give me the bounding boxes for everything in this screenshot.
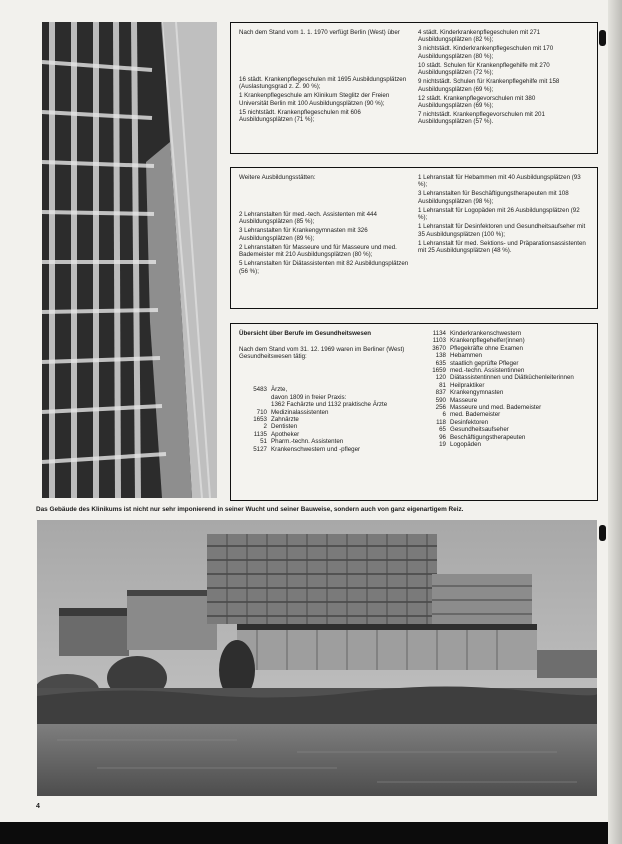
- box2-heading: Weitere Ausbildungsstätten:: [239, 174, 316, 181]
- box2-right-text: 1 Lehranstalt für Logopäden mit 26 Ausbildungsplätzen (92 %);: [418, 206, 580, 222]
- binder-hole: [599, 30, 606, 46]
- box2-left-text: 2 Lehranstalten für med.-tech. Assistenten mit 444 Ausbildungsplätzen (85 %);: [239, 211, 377, 226]
- box1-right-text: 3 nichtstädt. Kinderkrankenpflegeschulen mit 170 Ausbildungsplätzen (80 %);: [418, 45, 554, 60]
- stat-row: 65 Gesundheitsaufseher: [439, 426, 509, 434]
- box2-right-text: 3 Lehranstalten für Beschäftigungstherapeuten mit 108 Ausbildungsplätzen (98 %);: [418, 190, 569, 205]
- stat-row: 138 Hebammen: [435, 352, 482, 360]
- stat-row: 96 Beschäftigungstherapeuten: [439, 433, 526, 441]
- box3-left-column: [239, 330, 415, 453]
- stat-row: 1103 Krankenpflegehelfer(innen): [432, 337, 525, 345]
- stat-row: 1653 Zahnärzte: [253, 416, 299, 424]
- stat-row: 710 Medizinalassistenten: [256, 408, 329, 416]
- health-professions-box: [230, 323, 598, 501]
- box2-left-text: 3 Lehranstalten für Krankengymnasten mit 326 Ausbildungsplätzen (89 %);: [239, 227, 368, 242]
- stat-row: 256 Masseure und med. Bademeister: [435, 404, 542, 412]
- stat-row: 118 Desinfektoren: [436, 418, 489, 426]
- stat-row: 5483 Ärzte,: [253, 386, 288, 394]
- stat-row: 5127 Krankenschwestern und -pfleger: [253, 445, 361, 453]
- box1-left-text: 15 nichtstädt. Krankenpflegeschulen mit 606 Ausbildungsplätzen (71 %);: [239, 108, 361, 124]
- box2-left-text: 5 Lehranstalten für Diätassistenten mit 82 Ausbildungsplätzen (56 %);: [239, 260, 409, 275]
- stat-row: 2 Dentisten: [263, 423, 298, 431]
- box1-left-text: Nach dem Stand vom 1. 1. 1970 verfügt Berlin (West) über: [239, 29, 400, 36]
- stat-row: 51 Pharm.-techn. Assistenten: [260, 438, 344, 446]
- box1-right-text: 9 nichtstädt. Schulen für Krankenpflegehilfe mit 158 Ausbildungsplätzen (69 %);: [418, 78, 560, 93]
- photo-caption: Das Gebäude des Klinikums ist nicht nur sehr imponierend in seiner Wucht und seiner Bauweise, sondern auch von ganz eigenartigem Reiz.: [36, 506, 464, 513]
- building-photo: [37, 520, 597, 796]
- box2-right-text: 1 Lehranstalt für med. Sektions- und Präparationsassistenten mit 25 Ausbildungsplätzen (48 %).: [418, 239, 586, 255]
- box1-left-text: 1 Krankenpflegeschule am Klinikum Steglitz der Freien Universität Berlin mit 100 Ausbildungsplätzen (90 %);: [239, 92, 390, 107]
- further-training-box: [230, 167, 598, 309]
- stat-row: 120 Diätassistentinnen und Diätküchenleiterinnen: [435, 374, 574, 382]
- stat-row: 1362 Fachärzte und 1132 praktische Ärzte: [271, 401, 388, 409]
- box2-left-text: 2 Lehranstalten für Masseure und für Masseure und med. Bademeister mit 210 Ausbildungsplätzen (80 %);: [239, 243, 397, 259]
- stat-row: davon 1809 in freier Praxis:: [271, 393, 347, 401]
- box1-left-text: 16 städt. Krankenpflegeschulen mit 1695 Ausbildungsplätzen (Auslastungsgrad z. Z. 90 %);: [239, 76, 407, 91]
- box1-right-text: 4 städt. Kinderkrankenpflegeschulen mit 271 Ausbildungsplätzen (82 %);: [418, 29, 541, 44]
- box3-heading: Übersicht über Berufe im Gesundheitswesen: [239, 330, 372, 337]
- box1-left-column: [239, 29, 415, 125]
- training-schools-box: [230, 22, 598, 154]
- page-edge: [608, 0, 622, 844]
- stat-row: 1659 med.-techn. Assistentinnen: [432, 367, 525, 375]
- box3-right-column: [418, 330, 588, 449]
- stat-row: 19 Logopäden: [439, 441, 481, 449]
- stat-row: 837 Krankengymnasten: [435, 389, 504, 397]
- box2-right-text: 1 Lehranstalt für Desinfektoren und Gesundheitsaufseher mit 35 Ausbildungsplätzen (100 %);: [418, 223, 586, 238]
- stat-row: 590 Masseure: [435, 396, 478, 404]
- scan-border: [0, 822, 622, 844]
- stat-row: 3670 Pflegekräfte ohne Examen: [432, 344, 523, 352]
- box1-right-text: 12 städt. Krankenpflegevorschulen mit 380 Ausbildungsplätzen (69 %);: [418, 94, 536, 110]
- box2-right-column: [418, 174, 588, 256]
- page-number: 4: [36, 803, 40, 810]
- stat-row: 1135 Apotheker: [253, 430, 300, 438]
- facade-photo: [42, 22, 217, 498]
- box1-right-text: 10 städt. Schulen für Krankenpflegehilfe mit 270 Ausbildungsplätzen (72 %);: [418, 61, 550, 77]
- stat-row: 6 med. Bademeister: [442, 411, 501, 419]
- stat-row: 635 staatlich geprüfte Pfleger: [435, 359, 519, 367]
- box2-right-text: 1 Lehranstalt für Hebammen mit 40 Ausbildungsplätzen (93 %);: [418, 174, 581, 189]
- box3-intro: Nach dem Stand vom 31. 12. 1969 waren im Berliner (West) Gesundheitswesen tätig:: [239, 346, 405, 361]
- stat-row: 1134 Kinderkrankenschwestern: [432, 330, 522, 337]
- stat-row: 81 Heilpraktiker: [439, 381, 485, 389]
- box1-right-column: [418, 29, 588, 127]
- box2-left-column: [239, 174, 415, 277]
- box1-right-text: 7 nichtstädt. Krankenpflegevorschulen mit 201 Ausbildungsplätzen (57 %).: [418, 111, 545, 126]
- binder-hole: [599, 525, 606, 541]
